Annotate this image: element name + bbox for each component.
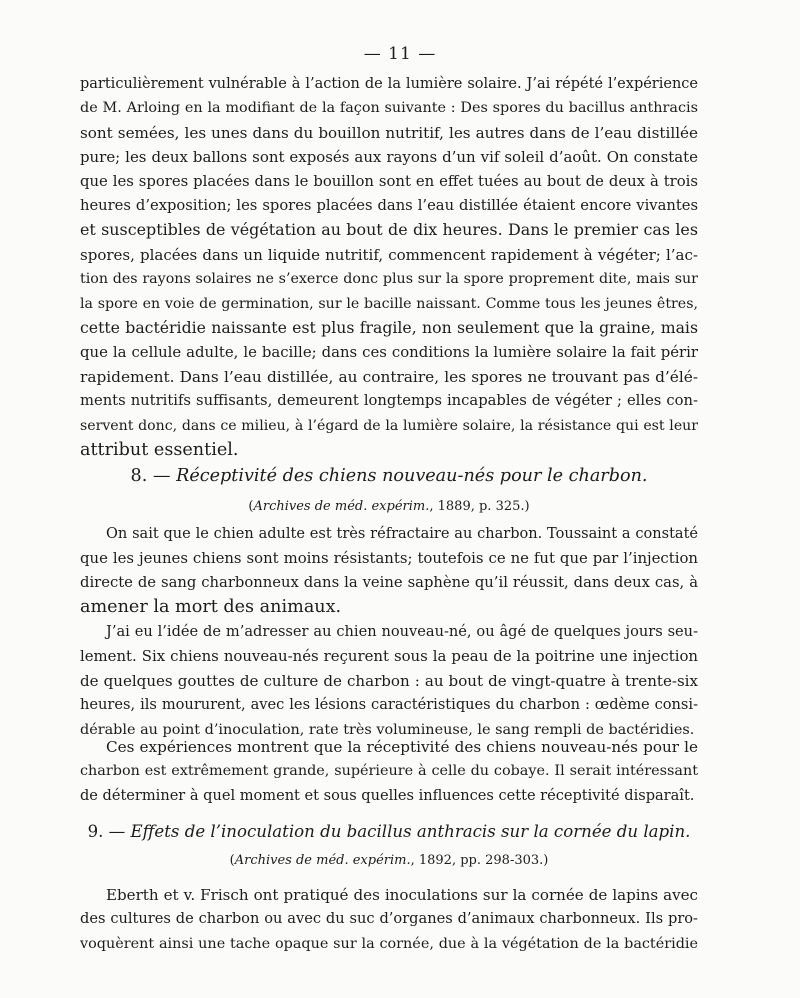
text-line: cette bactéridie naissante est plus fragile, non seulement que la graine, mais xyxy=(80,318,698,338)
paragraph-1 xyxy=(80,72,698,463)
text-line: de quelques gouttes de culture de charbon : au bout de vingt-quatre à trente-six xyxy=(80,671,698,690)
paragraph-5 xyxy=(80,883,698,956)
text-line: heures, ils moururent, avec les lésions caractéristiques du charbon : œdème consi- xyxy=(80,696,698,714)
text-line: la spore en voie de germination, sur le bacille naissant. Comme tous les jeunes êtres, xyxy=(80,295,698,312)
section-number: 9. — xyxy=(87,822,126,841)
text-line: tion des rayons solaires ne s’exerce donc plus sur la spore proprement dite, mais sur xyxy=(80,271,698,288)
text-line: dérable au point d’inoculation, rate très volumineuse, le sang rempli de bactéridies. xyxy=(80,721,695,738)
section-number: 8. — xyxy=(130,466,171,486)
text-line: attribut essentiel. xyxy=(80,440,239,461)
paragraph-3 xyxy=(80,620,698,742)
text-line: et susceptibles de végétation au bout de dix heures. Dans le premier cas les xyxy=(80,220,698,240)
section-9-source: (Archives de méd. expérim., 1892, pp. 298-303.) xyxy=(229,853,549,868)
text-line: que la cellule adulte, le bacille; dans ces conditions la lumière solaire la fait périr xyxy=(80,343,698,362)
source-journal: Archives de méd. expérim. xyxy=(253,499,430,514)
section-title: Réceptivité des chiens nouveau-nés pour le charbon. xyxy=(176,466,648,486)
paragraph-2 xyxy=(80,522,698,620)
source-journal: Archives de méd. expérim. xyxy=(234,853,411,868)
text-line: rapidement. Dans l’eau distillée, au contraire, les spores ne trouvant pas d’élé- xyxy=(80,367,698,386)
text-line: On sait que le chien adulte est très réfractaire au charbon. Toussaint a constaté xyxy=(106,526,698,542)
section-title: Effets de l’inoculation du bacillus anthracis sur la cornée du lapin. xyxy=(130,822,691,841)
section-8-source: (Archives de méd. expérim., 1889, p. 325.) xyxy=(248,499,530,514)
text-line: heures d’exposition; les spores placées dans l’eau distillée étaient encore vivantes xyxy=(80,197,698,215)
text-line: Eberth et v. Frisch ont pratiqué des inoculations sur la cornée de lapins avec xyxy=(106,886,698,904)
text-line: J’ai eu l’idée de m’adresser au chien nouveau-né, ou âgé de quelques jours seu- xyxy=(106,623,698,640)
text-line: particulièrement vulnérable à l’action de la lumière solaire. J’ai répété l’expérience xyxy=(80,76,698,92)
text-line: que les jeunes chiens sont moins résistants; toutefois ce ne fut que par l’injection xyxy=(80,549,698,568)
text-line: pure; les deux ballons sont exposés aux rayons d’un vif soleil d’août. On constate xyxy=(80,148,698,167)
text-line: voquèrent ainsi une tache opaque sur la cornée, due à la végétation de la bactéridie xyxy=(80,935,698,952)
text-line: Ces expériences montrent que la réceptivité des chiens nouveau-nés pour le xyxy=(106,738,698,756)
paragraph-4 xyxy=(80,735,698,808)
text-line: spores, placées dans un liquide nutritif, commencent rapidement à végéter; l’ac- xyxy=(80,245,698,264)
text-line: lement. Six chiens nouveau-nés reçurent sous la peau de la poitrine une injection xyxy=(80,647,698,666)
text-line: servent donc, dans ce milieu, à l’égard de la lumière solaire, la résistance qui est leur xyxy=(80,417,698,434)
section-9-heading xyxy=(80,822,698,841)
text-line: sont semées, les unes dans du bouillon nutritif, les autres dans de l’eau distillée xyxy=(80,123,698,142)
text-line: des cultures de charbon ou avec du suc d’organes d’animaux charbonneux. Ils pro- xyxy=(80,910,698,928)
text-line: amener la mort des animaux. xyxy=(80,597,342,618)
text-line: charbon est extrêmement grande, supérieure à celle du cobaye. Il serait intéressant xyxy=(80,763,698,780)
text-line: de déterminer à quel moment et sous quelles influences cette réceptivité disparaît. xyxy=(80,786,695,804)
text-line: de M. Arloing en la modifiant de la façon suivante : Des spores du bacillus anthracis xyxy=(80,100,698,117)
text-line: directe de sang charbonneux dans la veine saphène qu’il réussit, dans deux cas, à xyxy=(80,573,698,591)
section-8-heading xyxy=(80,466,698,486)
text-line: que les spores placées dans le bouillon sont en effet tuées au bout de deux à trois xyxy=(80,172,698,190)
text-line: ments nutritifs suffisants, demeurent longtemps incapables de végéter ; elles con- xyxy=(80,392,698,410)
page-number: — 11 — xyxy=(363,44,437,64)
